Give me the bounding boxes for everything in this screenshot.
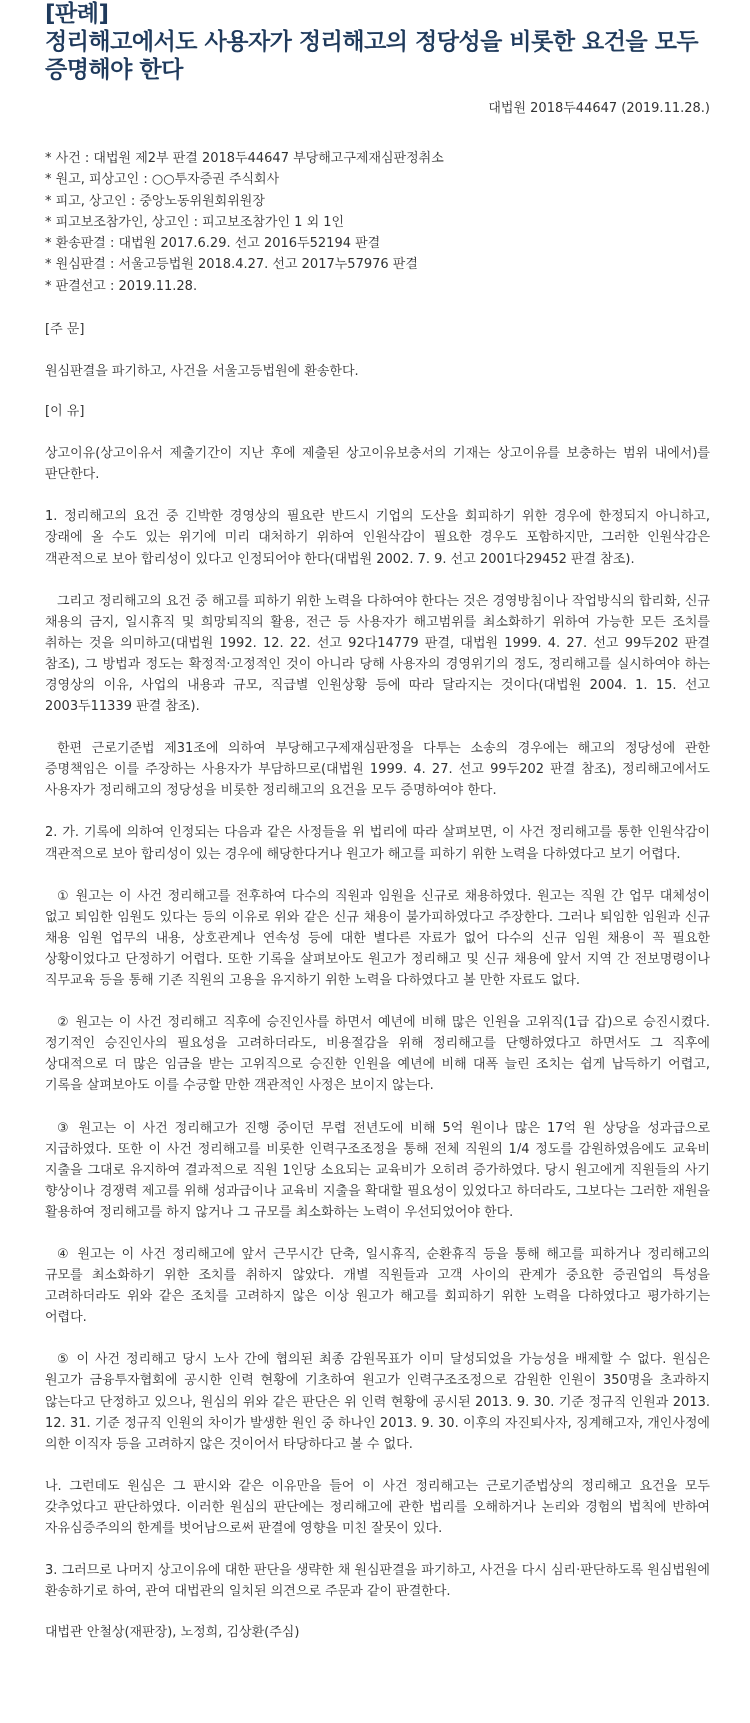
reasons-heading: [이 유]: [45, 404, 85, 420]
order-text: 원심판결을 파기하고, 사건을 서울고등법원에 환송한다.: [45, 364, 359, 380]
meta-intervenor: * 피고보조참가인, 상고인 : 피고보조참가인 1 외 1인: [45, 214, 345, 230]
meta-case: * 사건 : 대법원 제2부 판결 2018두44647 부당해고구제재심판정취소: [45, 151, 444, 166]
reasons-item-5: ⑤ 이 사건 정리해고 당시 노사 간에 협의된 최종 감원목표가 이미 달성되었을 가능성을 배제할 수 없다. 원심은 원고가 금융투자협회에 공시한 인력 현황에 기초하여 원고가 인력구조조정으로 감원한 인원이 350명을 초과하지 않는다고 단정하고 있으나, 원심의 위와 같은 판단은 위 인력 현황에 공시된 2013. 9. 30. 기준 정규직 인원과 2013. 12. 31. 기준 정규직 인원의 차이가 발생한 원인 중 하나인 2013. 9. 30. 이후의 자진퇴사자, 징계해고자, 개인사정에 의한 이직자 등을 고려하지 않은 것이어서 타당하다고 볼 수 없다.: [45, 1352, 710, 1452]
reasons-conclusion: 3. 그러므로 나머지 상고이유에 대한 판단을 생략한 채 원심판결을 파기하고, 사건을 다시 심리·판단하도록 원심법원에 환송하기로 하여, 관여 대법관의 일치된 의견으로 주문과 같이 판결한다.: [45, 1563, 710, 1600]
reasons-paragraph: 한편 근로기준법 제31조에 의하여 부당해고구제재심판정을 다투는 소송의 경우에는 해고의 정당성에 관한 증명책임은 이를 주장하는 사용자가 부담하므로(대법원 1999. 4. 27. 선고 99두202 판결 참조), 정리해고에서도 사용자가 정리해고의 정당성을 비롯한 정리해고의 요건을 모두 증명하여야 한다.: [45, 741, 710, 799]
reasons-paragraph: 상고이유(상고이유서 제출기간이 지난 후에 제출된 상고이유보충서의 기재는 상고이유를 보충하는 범위 내에서)를 판단한다.: [45, 446, 710, 483]
reasons-paragraph: 나. 그런데도 원심은 그 판시와 같은 이유만을 들어 이 사건 정리해고는 근로기준법상의 정리해고 요건을 모두 갖추었다고 판단하였다. 이러한 원심의 판단에는 정리해고에 관한 법리를 오해하거나 논리와 경험의 법칙에 반하여 자유심증주의의 한계를 벗어남으로써 판결에 영향을 미친 잘못이 있다.: [45, 1478, 710, 1537]
reasons-item-4: ④ 원고는 이 사건 정리해고에 앞서 근무시간 단축, 일시휴직, 순환휴직 등을 통해 해고를 피하거나 정리해고의 규모를 최소화하기 위한 조치를 취하지 않았다. 개별 직원들과 고객 사이의 관계가 중요한 증권업의 특성을 고려하더라도 위와 같은 조치를 고려하지 않은 이상 원고가 해고를 회피하기 위한 노력을 다하였다고 평가하기는 어렵다.: [45, 1246, 710, 1326]
judges: 대법관 안철상(재판장), 노정희, 김상환(주심): [45, 1625, 300, 1641]
reasons-item-2: ② 원고는 이 사건 정리해고 직후에 승진인사를 하면서 예년에 비해 많은 인원을 고위직(1급 갑)으로 승진시켰다. 정기적인 승진인사의 필요성을 고려하더라도, 비용절감을 위해 정리해고를 단행하였다고 하면서도 그 직후에 상대적으로 더 많은 임금을 받는 고위직으로 승진한 인원을 예년에 비해 대폭 늘린 조치는 쉽게 납득하기 어렵고, 기록을 살펴보아도 이를 수긍할 만한 객관적인 사정은 보이지 않는다.: [45, 1015, 710, 1094]
meta-original-judgment: * 원심판결 : 서울고등법원 2018.4.27. 선고 2017누57976 판결: [45, 257, 418, 273]
meta-plaintiff: * 원고, 피상고인 : ○○투자증권 주식회사: [45, 172, 280, 188]
reasons-paragraph: 2. 가. 기록에 의하여 인정되는 다음과 같은 사정들을 위 법리에 따라 살펴보면, 이 사건 정리해고를 통한 인원삭감이 객관적으로 보아 합리성이 있는 경우에 해당한다거나 원고가 해고를 피하기 위한 노력을 다하였다고 보기 어렵다.: [45, 825, 710, 862]
meta-defendant: * 피고, 상고인 : 중앙노동위원회위원장: [45, 193, 265, 209]
reasons-paragraph: 그리고 정리해고의 요건 중 해고를 피하기 위한 노력을 다하여야 한다는 것은 경영방침이나 작업방식의 합리화, 신규 채용의 금지, 일시휴직 및 희망퇴직의 활용, 전근 등 사용자가 해고범위를 최소화하기 위하여 가능한 모든 조치를 취하는 것을 의미하고(대법원 1992. 12. 22. 선고 92다14779 판결, 대법원 1999. 4. 27. 선고 99두202 판결 참조), 그 방법과 정도는 확정적·고정적인 것이 아니라 당해 사용자의 경영위기의 정도, 정리해고를 실시하여야 하는 경영상의 이유, 사업의 내용과 규모, 직급별 인원상황 등에 따라 달라지는 것이다(대법원 2004. 1. 15. 선고 2003두11339 판결 참조).: [45, 593, 710, 715]
reasons-paragraph: 1. 정리해고의 요건 중 긴박한 경영상의 필요란 반드시 기업의 도산을 회피하기 위한 경우에 한정되지 아니하고, 장래에 올 수도 있는 위기에 미리 대처하기 위하여 인원삭감이 필요한 경우도 포함하지만, 그러한 인원삭감은 객관적으로 보아 합리성이 있다고 인정되어야 한다(대법원 2002. 7. 9. 선고 2001다29452 판결 참조).: [45, 509, 710, 567]
reasons-item-1: ① 원고는 이 사건 정리해고를 전후하여 다수의 직원과 임원을 신규로 채용하였다. 원고는 직원 간 업무 대체성이 없고 퇴임한 임원도 있다는 등의 이유로 위와 같은 신규 채용이 불가피하였다고 주장한다. 그러나 퇴임한 임원과 신규 채용 임원 업무의 내용, 상호관계나 연속성 등에 대한 별다른 자료가 없어 다수의 신규 임원 채용이 꼭 필요한 상황이었다고 단정하기 어렵다. 또한 기록을 살펴보아도 원고가 정리해고 및 신규 채용에 앞서 지역 간 전보명령이나 직무교육 등을 통해 기존 직원의 고용을 유지하기 위한 노력을 다하였다고 볼 만한 자료도 없다.: [45, 888, 710, 989]
title-label: [판례]: [45, 1, 109, 27]
order-heading: [주 문]: [45, 322, 85, 338]
case-meta-list: [45, 148, 710, 297]
case-reference: 대법원 2018두44647 (2019.11.28.): [488, 101, 710, 116]
document-title: [45, 0, 710, 84]
title-text: 정리해고에서도 사용자가 정리해고의 정당성을 비롯한 요건을 모두 증명해야 한다: [45, 29, 699, 83]
reasons-item-3: ③ 원고는 이 사건 정리해고가 진행 중이던 무렵 전년도에 비해 5억 원이나 많은 17억 원 상당을 성과급으로 지급하였다. 또한 이 사건 정리해고를 비롯한 인력구조조정을 통해 전체 직원의 1/4 정도를 감원하였음에도 교육비 지출을 그대로 유지하여 결과적으로 직원 1인당 소요되는 교육비가 오히려 증가하였다. 당시 원고에게 직원들의 사기 향상이나 경쟁력 제고를 위해 성과급이나 교육비 지출을 확대할 필요성이 있었다고 하더라도, 그보다는 그러한 재원을 활용하여 정리해고를 하지 않거나 그 규모를 최소화하는 노력이 우선되었어야 한다.: [45, 1120, 710, 1220]
meta-decision-date: * 판결선고 : 2019.11.28.: [45, 278, 198, 294]
meta-remand-judgment: * 환송판결 : 대법원 2017.6.29. 선고 2016두52194 판결: [45, 236, 381, 252]
